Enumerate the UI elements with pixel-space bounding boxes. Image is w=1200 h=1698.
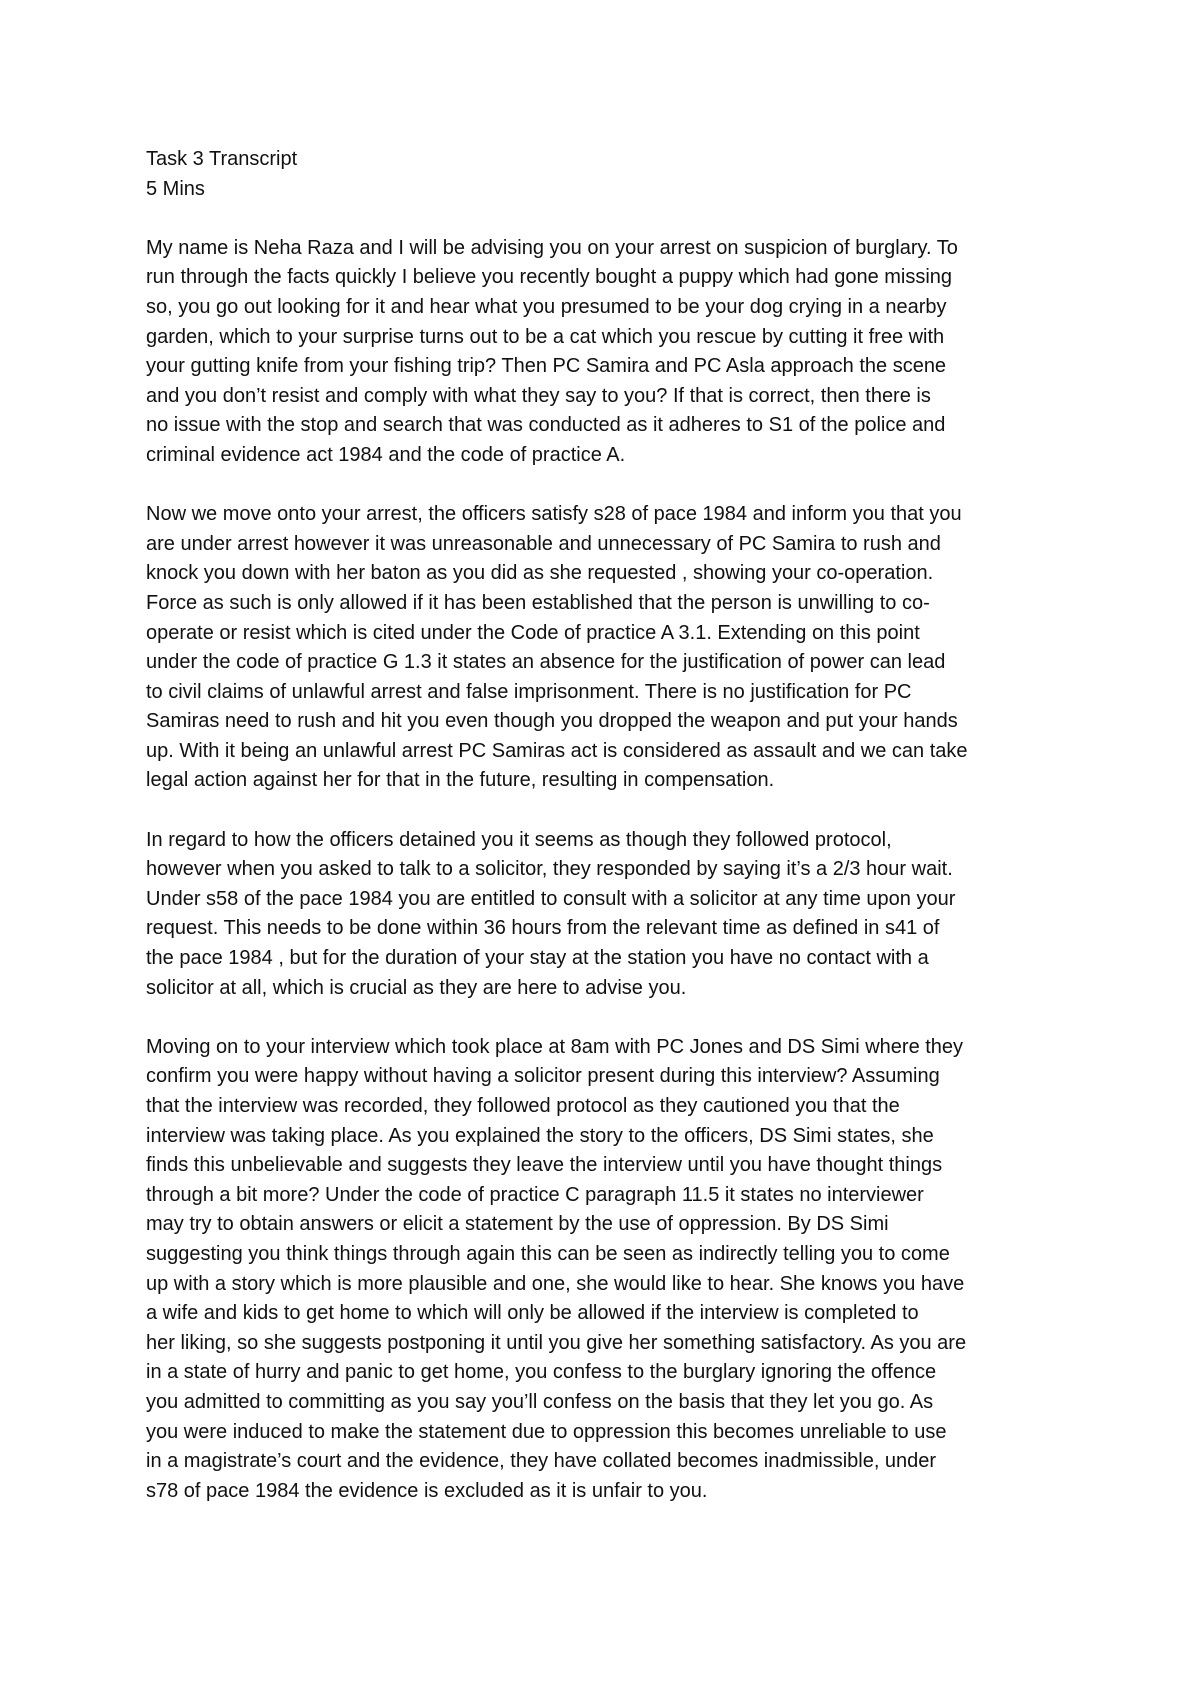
paragraph-line: criminal evidence act 1984 and the code of practice A.	[146, 443, 626, 466]
paragraph-line: in a magistrate’s court and the evidence, they have collated becomes inadmissible, under	[146, 1450, 937, 1473]
paragraph-line: In regard to how the officers detained you it seems as though they followed protocol,	[146, 828, 892, 851]
paragraph-line: garden, which to your surprise turns out to be a cat which you rescue by cutting it free with	[146, 325, 945, 348]
paragraph-line: no issue with the stop and search that was conducted as it adheres to S1 of the police and	[146, 414, 946, 437]
paragraph-line: the pace 1984 , but for the duration of your stay at the station you have no contact with a	[146, 947, 929, 970]
paragraph-line: up with a story which is more plausible and one, she would like to hear. She knows you have	[146, 1272, 965, 1295]
paragraph	[146, 826, 1068, 1004]
paragraph-line: knock you down with her baton as you did as she requested , showing your co-operation.	[146, 562, 934, 585]
paragraph	[146, 234, 1068, 471]
paragraph-line: legal action against her for that in the future, resulting in compensation.	[146, 769, 775, 792]
paragraph-line: you were induced to make the statement due to oppression this becomes unreliable to use	[146, 1420, 947, 1443]
paragraph-spacer	[146, 1003, 1068, 1033]
paragraph-line: run through the facts quickly I believe you recently bought a puppy which had gone missing	[146, 266, 953, 289]
document-duration: 5 Mins	[146, 177, 205, 200]
paragraph-line: Now we move onto your arrest, the officers satisfy s28 of pace 1984 and inform you that you	[146, 503, 962, 526]
paragraph-spacer	[146, 796, 1068, 826]
paragraph	[146, 500, 1068, 796]
paragraph-line: through a bit more? Under the code of practice C paragraph 11.5 it states no interviewer	[146, 1183, 924, 1206]
paragraph-line: Force as such is only allowed if it has been established that the person is unwilling to co-	[146, 591, 930, 614]
paragraph-line: Moving on to your interview which took place at 8am with PC Jones and DS Simi where they	[146, 1035, 964, 1058]
document-body	[146, 145, 1068, 1506]
paragraph-line: a wife and kids to get home to which will only be allowed if the interview is completed to	[146, 1302, 919, 1325]
document-title: Task 3 Transcript	[146, 148, 298, 170]
paragraph-line: and you don’t resist and comply with what they say to you? If that is correct, then there is	[146, 384, 931, 407]
paragraph-line: confirm you were happy without having a solicitor present during this interview? Assuming	[146, 1065, 940, 1088]
paragraph-line: however when you asked to talk to a solicitor, they responded by saying it’s a 2/3 hour wait.	[146, 858, 953, 881]
paragraph-line: Under s58 of the pace 1984 you are entitled to consult with a solicitor at any time upon your	[146, 887, 956, 910]
paragraph-line: solicitor at all, which is crucial as they are here to advise you.	[146, 976, 687, 999]
paragraph-line: under the code of practice G 1.3 it states an absence for the justification of power can lead	[146, 651, 946, 674]
paragraph-line: interview was taking place. As you explained the story to the officers, DS Simi states, she	[146, 1124, 934, 1147]
paragraph-line: Samiras need to rush and hit you even though you dropped the weapon and put your hands	[146, 710, 958, 733]
paragraph-line: may try to obtain answers or elicit a statement by the use of oppression. By DS Simi	[146, 1213, 889, 1236]
paragraph-line: you admitted to committing as you say you’ll confess on the basis that they let you go. As	[146, 1390, 934, 1413]
paragraph-line: are under arrest however it was unreasonable and unnecessary of PC Samira to rush and	[146, 532, 941, 555]
paragraph-line: up. With it being an unlawful arrest PC Samiras act is considered as assault and we can take	[146, 739, 968, 762]
paragraph-line: finds this unbelievable and suggests they leave the interview until you have thought things	[146, 1154, 943, 1177]
paragraph-list	[146, 234, 1068, 1507]
paragraph-spacer	[146, 471, 1068, 501]
paragraph-line: that the interview was recorded, they followed protocol as they cautioned you that the	[146, 1095, 900, 1117]
paragraph-line: My name is Neha Raza and I will be advising you on your arrest on suspicion of burglary. To	[146, 236, 958, 259]
paragraph-line: your gutting knife from your fishing trip? Then PC Samira and PC Asla approach the scene	[146, 355, 947, 378]
paragraph-line: in a state of hurry and panic to get home, you confess to the burglary ignoring the offence	[146, 1361, 937, 1384]
paragraph-line: her liking, so she suggests postponing it until you give her something satisfactory. As you are	[146, 1331, 967, 1354]
paragraph-line: operate or resist which is cited under the Code of practice A 3.1. Extending on this point	[146, 621, 920, 644]
paragraph-line: request. This needs to be done within 36 hours from the relevant time as defined in s41 of	[146, 917, 940, 940]
paragraph-line: s78 of pace 1984 the evidence is excluded as it is unfair to you.	[146, 1479, 708, 1502]
paragraph	[146, 1033, 1068, 1507]
paragraph-line: to civil claims of unlawful arrest and false imprisonment. There is no justification for PC	[146, 680, 912, 703]
paragraph-line: suggesting you think things through again this can be seen as indirectly telling you to come	[146, 1242, 950, 1265]
spacer	[146, 204, 1068, 234]
paragraph-line: so, you go out looking for it and hear what you presumed to be your dog crying in a nearby	[146, 295, 947, 318]
